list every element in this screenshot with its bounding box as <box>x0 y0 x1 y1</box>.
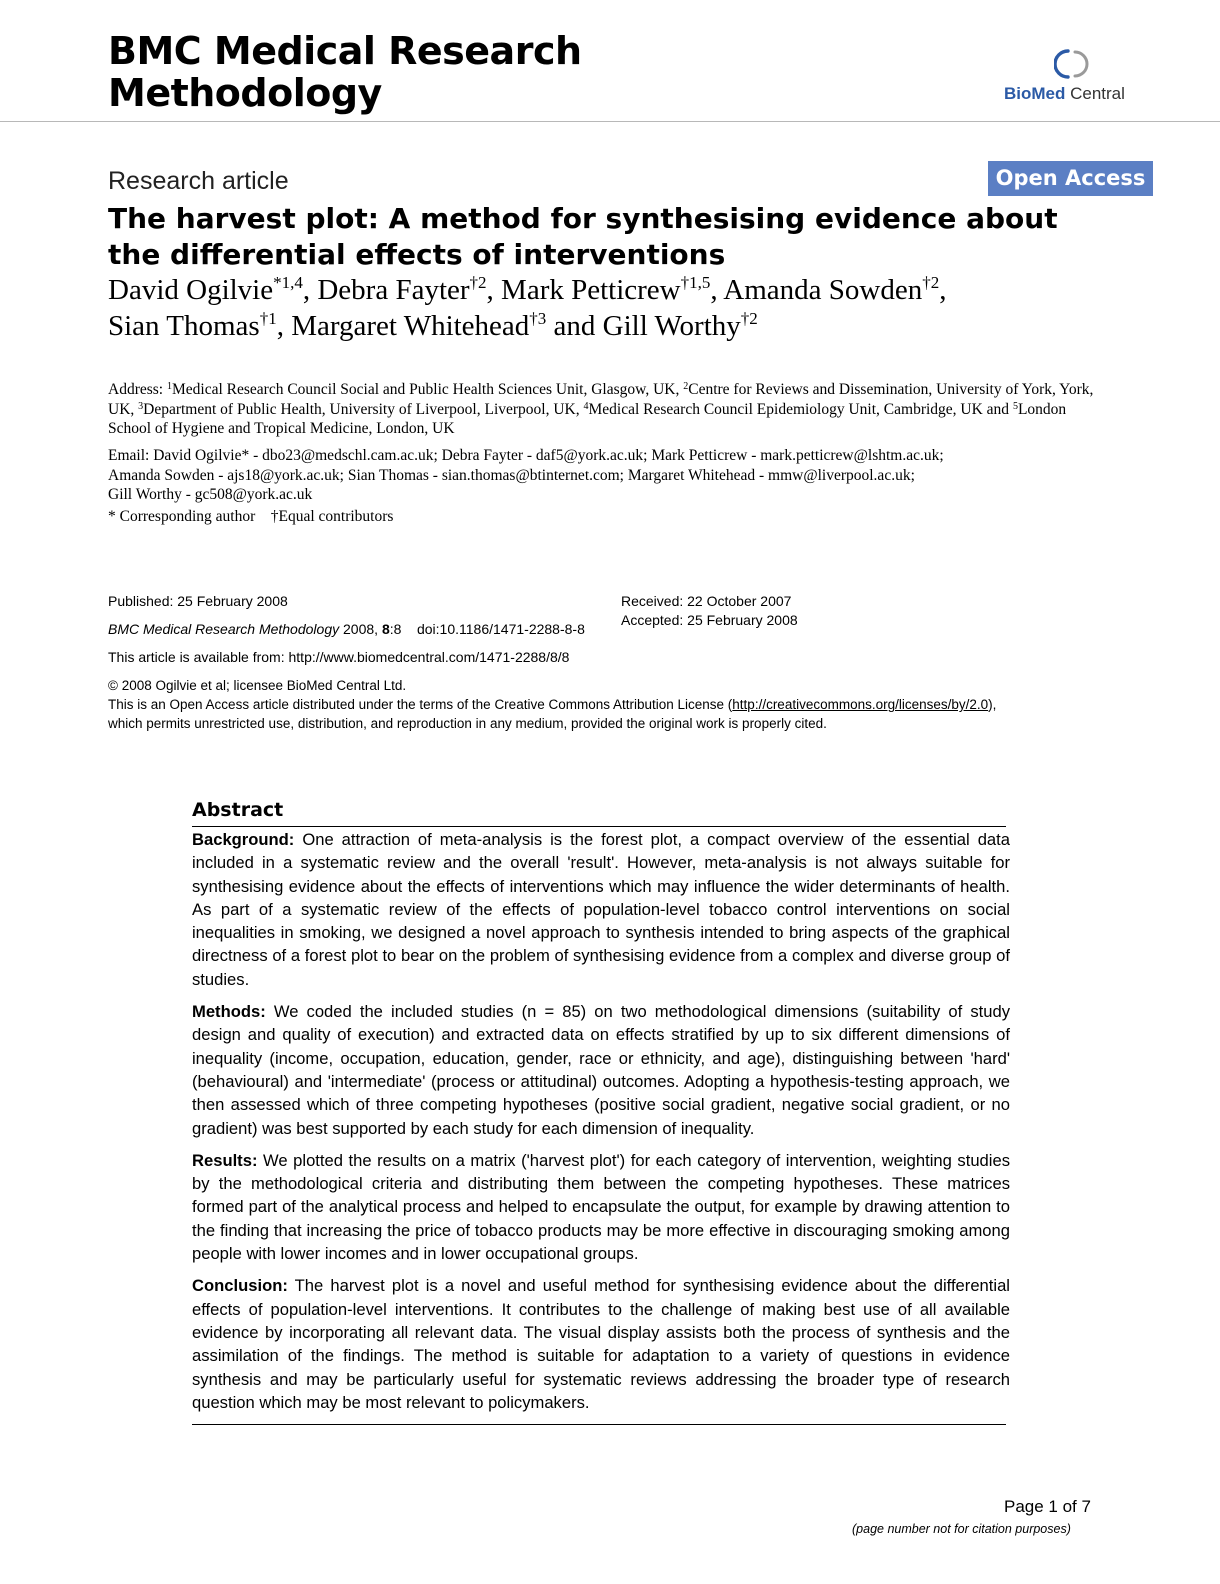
author-name: Amanda Sowden <box>723 274 923 306</box>
journal-title-line2: Methodology <box>108 71 382 115</box>
affiliation-text: Centre for Reviews and Dissemination, University of York, York, UK, <box>108 381 1094 418</box>
author-name: Sian Thomas <box>108 310 260 342</box>
journal-title-line1: BMC Medical Research <box>108 29 582 73</box>
article-type: Research article <box>108 167 289 195</box>
citation-journal: BMC Medical Research Methodology <box>108 621 340 637</box>
abstract-body <box>192 828 1010 1423</box>
author-separator: , <box>276 310 292 342</box>
author-footnote <box>108 507 1098 527</box>
citation-doi: doi:10.1186/1471-2288-8-8 <box>416 621 585 637</box>
corresponding-author-note: * Corresponding author <box>108 508 256 525</box>
affiliation-text: Medical Research Council Epidemiology Unit, Cambridge, UK and <box>588 400 1013 418</box>
license-text-end: ), <box>988 697 997 712</box>
affiliation-number: 5 <box>1012 400 1018 412</box>
author-affiliation: *1,4 <box>273 273 303 292</box>
author-name: David Ogilvie <box>108 274 274 306</box>
email-line: Gill Worthy - gc508@york.ac.uk <box>108 486 313 503</box>
author-affiliation: †3 <box>529 309 547 328</box>
author-separator: , <box>710 274 724 306</box>
citation <box>108 620 585 639</box>
author-separator: and <box>546 310 603 342</box>
section-label: Methods: <box>192 1002 266 1022</box>
journal-title <box>108 30 582 114</box>
author-name: Mark Petticrew <box>501 274 681 306</box>
author-name: Margaret Whitehead <box>291 310 530 342</box>
author-affiliation: †1,5 <box>680 273 711 292</box>
page-number: Page 1 of 7 <box>1004 1497 1091 1516</box>
abstract-results <box>192 1149 1010 1265</box>
abstract-heading: Abstract <box>192 799 284 821</box>
abstract-bottom-rule <box>192 1424 1006 1425</box>
section-text: We coded the included studies (n = 85) on two methodological dimensions (suitability of study design and quality of execution) and extracted data on effects stratified by up to six different dimensions of inequality (income, occupation, education, gender, race or ethnicity, and age), distinguishing between 'hard' (behavioural) and 'intermediate' (process or attitudinal) outcomes. Adopting a hypothesis-testing approach, we then assessed which of three competing hypotheses (positive social gradient, negative social gradient, or no gradient) was best supported by each study for each dimension of inequality. <box>192 1002 1010 1138</box>
citation-year: 2008, <box>339 621 382 637</box>
copyright-notice <box>108 676 1118 733</box>
author-affiliation: †2 <box>469 273 487 292</box>
author-affiliation: †2 <box>922 273 940 292</box>
license-link[interactable]: http://creativecommons.org/licenses/by/2.0 <box>732 697 989 712</box>
author-name: Debra Fayter <box>317 274 470 306</box>
section-label: Conclusion: <box>192 1276 288 1296</box>
email-line: Email: David Ogilvie* - dbo23@medschl.cam.ac.uk; Debra Fayter - daf5@york.ac.uk; Mark Petticrew - mark.petticrew@lshtm.ac.uk; <box>108 447 944 464</box>
author-separator: , <box>939 274 947 306</box>
received-date: Received: 22 October 2007 <box>621 593 792 609</box>
abstract-conclusion <box>192 1274 1010 1414</box>
publisher-wordmark-part2: Central <box>1065 84 1125 103</box>
equal-contributors-note: †Equal contributors <box>270 508 394 525</box>
section-text: The harvest plot is a novel and useful method for synthesising evidence about the differential effects of population-level interventions. It contributes to the challenge of making best use of all available evidence by incorporating all relevant data. The visual display assists both the process of synthesis and the assimilation of the findings. The method is suitable for adaptation to a variety of questions in evidence synthesis and may be particularly useful for systematic reviews addressing the broader type of research question which may be most relevant to policymakers. <box>192 1276 1010 1412</box>
email-line: Amanda Sowden - ajs18@york.ac.uk; Sian Thomas - sian.thomas@btinternet.com; Margaret Whitehead - mmw@liverpool.ac.uk; <box>108 466 915 484</box>
author-affiliation: †1 <box>259 309 277 328</box>
copyright-line: © 2008 Ogilvie et al; licensee BioMed Central Ltd. <box>108 678 407 693</box>
section-label: Background: <box>192 830 295 849</box>
header-divider <box>0 121 1220 122</box>
affiliation-number: 2 <box>683 381 689 392</box>
affiliation-text: London School of Hygiene and Tropical Medicine, London, UK <box>108 400 1067 437</box>
section-text: We plotted the results on a matrix ('harvest plot') for each category of intervention, weighting studies by the methodological criteria and distributing them between the competing hypotheses. These matrices formed part of the analytical process and helped to encapsulate the output, for example by drawing attention to the finding that increasing the price of tobacco products may be more effective in discouraging smoking among people with lower incomes and in lower occupational groups. <box>192 1150 1010 1264</box>
biomed-swirl-icon <box>1054 46 1090 82</box>
biomed-central-logo <box>1000 46 1150 108</box>
section-text: One attraction of meta-analysis is the forest plot, a compact overview of the essential data included in a systematic review and the overall 'result'. However, meta-analysis is not always suitable for synthesising evidence about the effects of interventions which may influence the wider determinants of health. As part of a systematic review of the effects of population-level tobacco control interventions on social inequalities in smoking, we designed a novel approach to synthesis intended to bring aspects of the graphical directness of a forest plot to bear on the problem of synthesising evidence from a complex and diverse group of studies. <box>192 830 1010 989</box>
citation-volume: 8 <box>381 621 390 637</box>
abstract-top-rule <box>192 826 1006 827</box>
email-block <box>108 446 1098 505</box>
license-terms: which permits unrestricted use, distribution, and reproduction in any medium, provided the original work is properly cited. <box>108 716 827 731</box>
author-list <box>108 272 1168 344</box>
affiliation-text: Department of Public Health, University of Liverpool, Liverpool, UK, <box>143 400 584 418</box>
article-title: The harvest plot: A method for synthesising evidence about the differential effects of interventions <box>108 202 1058 271</box>
author-name: Gill Worthy <box>602 310 741 342</box>
author-separator: , <box>302 274 318 306</box>
section-label: Results: <box>192 1150 258 1170</box>
affiliation-number: 3 <box>138 400 144 412</box>
affiliations <box>108 380 1098 439</box>
affiliation-number: 1 <box>166 381 172 392</box>
publisher-wordmark <box>1004 84 1125 104</box>
license-text: This is an Open Access article distributed under the terms of the Creative Commons Attribution License ( <box>108 697 733 712</box>
affiliation-number: 4 <box>583 400 589 412</box>
author-affiliation: †2 <box>740 309 758 328</box>
open-access-badge: Open Access <box>988 161 1153 196</box>
citation-issue: :8 <box>389 621 402 637</box>
affiliation-text: Medical Research Council Social and Public Health Sciences Unit, Glasgow, UK, <box>171 381 684 398</box>
accepted-date: Accepted: 25 February 2008 <box>621 612 798 628</box>
author-separator: , <box>486 274 502 306</box>
address-label: Address: <box>108 381 167 398</box>
abstract-methods <box>192 1000 1010 1140</box>
abstract-background <box>192 828 1010 991</box>
published-date: Published: 25 February 2008 <box>108 593 288 609</box>
page-number-note: (page number not for citation purposes) <box>852 1522 1071 1536</box>
article-url: This article is available from: http://www.biomedcentral.com/1471-2288/8/8 <box>108 649 570 665</box>
publisher-wordmark-part1: BioMed <box>1004 84 1066 103</box>
